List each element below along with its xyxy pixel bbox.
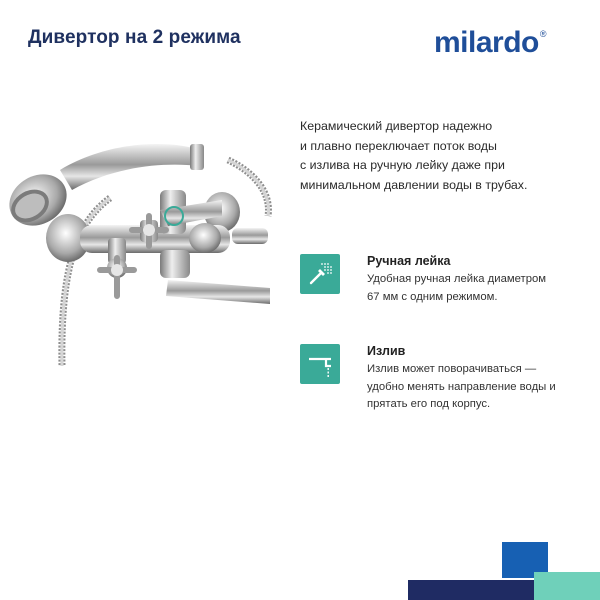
feature-description [367,361,592,414]
decor-block-navy [408,580,534,600]
brand-name: milardo [434,26,539,59]
decor-block-teal [534,572,600,600]
faucet-illustration [0,120,290,380]
intro-line: Керамический дивертор надежно [300,119,493,133]
intro-text [300,117,580,195]
shower-head-icon [300,254,340,294]
spout-icon [300,344,340,384]
intro-line: и плавно переключает поток воды [300,138,497,153]
page-title: Дивертор на 2 режима [28,27,241,48]
feature-line: Удобная ручная лейка диаметром [367,273,547,285]
feature-line: Излив может поворачиваться — [367,363,537,375]
intro-line: минимальном давлении воды в трубах. [300,177,528,192]
feature-line: прятать его под корпус. [367,398,491,410]
intro-line: с излива на ручную лейку даже при [300,158,505,172]
brand-logo [434,26,546,60]
registered-mark: ® [539,29,546,39]
feature-title: Излив [367,344,406,358]
feature-title: Ручная лейка [367,254,451,268]
feature-description [367,271,592,306]
feature-line: 67 мм с одним режимом. [367,290,498,303]
feature-line: удобно менять направление воды и [367,380,556,393]
